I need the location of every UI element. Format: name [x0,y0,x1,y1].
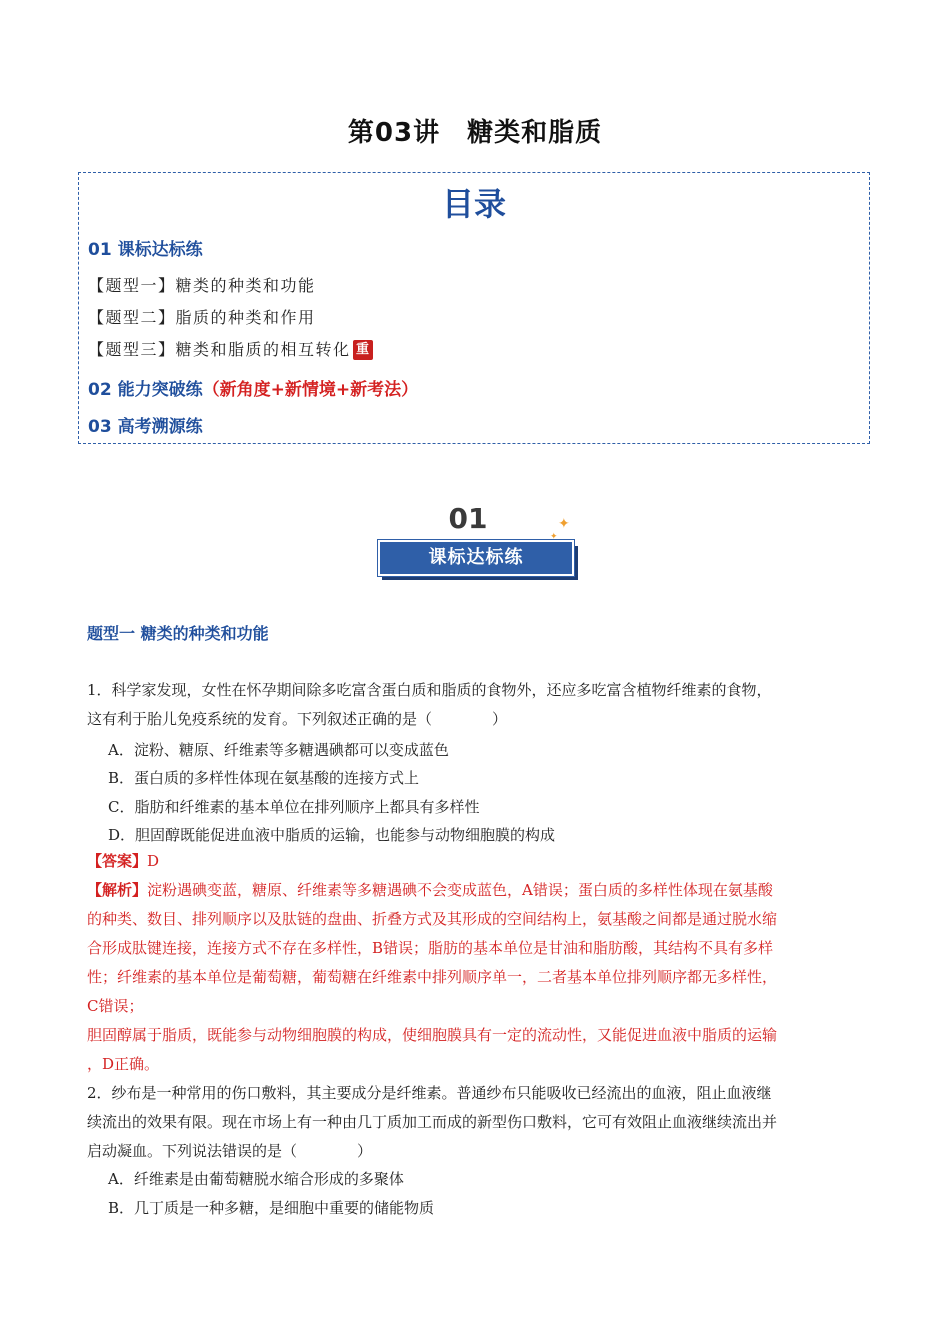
sparkle-icon: ✦ [558,516,570,532]
toc-sub-item-3[interactable] [88,337,373,360]
toc-item-03[interactable]: 03 高考溯源练 [88,417,203,437]
question-1-option-a: A．淀粉、糖原、纤维素等多糖遇碘都可以变成蓝色 [108,741,449,759]
question-2-stem-line: 2．纱布是一种常用的伤口敷料，其主要成分是纤维素。普通纱布只能吸收已经流出的血液，阻止血液继 [87,1084,772,1102]
analysis-line: C错误； [87,997,144,1015]
question-type-heading: 题型一 糖类的种类和功能 [87,624,269,643]
answer-value: D [147,852,160,870]
sparkle-small-icon: ✦ [550,532,558,542]
toc-sub-item-3-label: 【题型三】糖类和脂质的相互转化 [88,340,351,359]
question-1-answer [87,847,862,876]
question-2-option-b: B．几丁质是一种多糖，是细胞中重要的储能物质 [108,1199,435,1217]
toc-item-02[interactable] [88,375,418,400]
question-1-stem-line: 1．科学家发现，女性在怀孕期间除多吃富含蛋白质和脂质的食物外，还应多吃富含植物纤维素的食物， [87,681,772,699]
analysis-line [87,876,862,905]
section-label: 课标达标练 [378,540,574,576]
page-title: 第03讲 糖类和脂质 [347,118,603,148]
key-point-badge: 重 [353,340,373,360]
toc-sub-item-2[interactable]: 【题型二】脂质的种类和作用 [88,308,316,327]
question-2-option-a: A．纤维素是由葡萄糖脱水缩合形成的多聚体 [108,1170,404,1188]
analysis-label: 【解析】 [87,881,148,899]
analysis-line: 合形成肽键连接，连接方式不存在多样性，B错误；脂肪的基本单位是甘油和脂肪酸，其结构不具有多样 [87,939,774,957]
question-2-stem [87,1079,862,1166]
answer-label: 【答案】 [87,852,148,870]
question-1-stem [87,676,862,734]
toc-item-01[interactable]: 01 课标达标练 [88,240,203,260]
toc-sub-item-1[interactable]: 【题型一】糖类的种类和功能 [88,276,316,295]
analysis-line: 的种类、数目、排列顺序以及肽链的盘曲、折叠方式及其形成的空间结构上，氨基酸之间都是通过脱水缩 [87,910,778,928]
analysis-text: 淀粉遇碘变蓝，糖原、纤维素等多糖遇碘不会变成蓝色，A错误；蛋白质的多样性体现在氨基酸 [147,881,773,899]
question-2-stem-line: 续流出的效果有限。现在市场上有一种由几丁质加工而成的新型伤口敷料，它可有效阻止血液继续流出并 [87,1113,778,1131]
analysis-line: ，D正确。 [87,1055,160,1073]
analysis-line: 性；纤维素的基本单位是葡萄糖，葡萄糖在纤维素中排列顺序单一，二者基本单位排列顺序都无多样性， [87,968,778,986]
toc-item-02-label: 02 能力突破练 [88,380,203,400]
toc-heading: 目录 [441,185,506,223]
section-number: 01 [448,502,488,535]
section-badge [368,502,583,588]
table-of-contents [78,172,870,444]
question-2-stem-line: 启动凝血。下列说法错误的是（ ） [87,1142,373,1160]
question-1-analysis [87,876,862,1079]
toc-item-02-extra: （新角度+新情境+新考法） [202,380,419,400]
analysis-line: 胆固醇属于脂质，既能参与动物细胞膜的构成，使细胞膜具有一定的流动性，又能促进血液中脂质的运输 [87,1026,778,1044]
question-1-stem-line: 这有利于胎儿免疫系统的发育。下列叙述正确的是（ ） [87,710,508,728]
question-1-option-c: C．脂肪和纤维素的基本单位在排列顺序上都具有多样性 [108,798,480,816]
question-1-option-b: B．蛋白质的多样性体现在氨基酸的连接方式上 [108,769,420,787]
question-1-option-d: D．胆固醇既能促进血液中脂质的运输，也能参与动物细胞膜的构成 [108,826,556,844]
